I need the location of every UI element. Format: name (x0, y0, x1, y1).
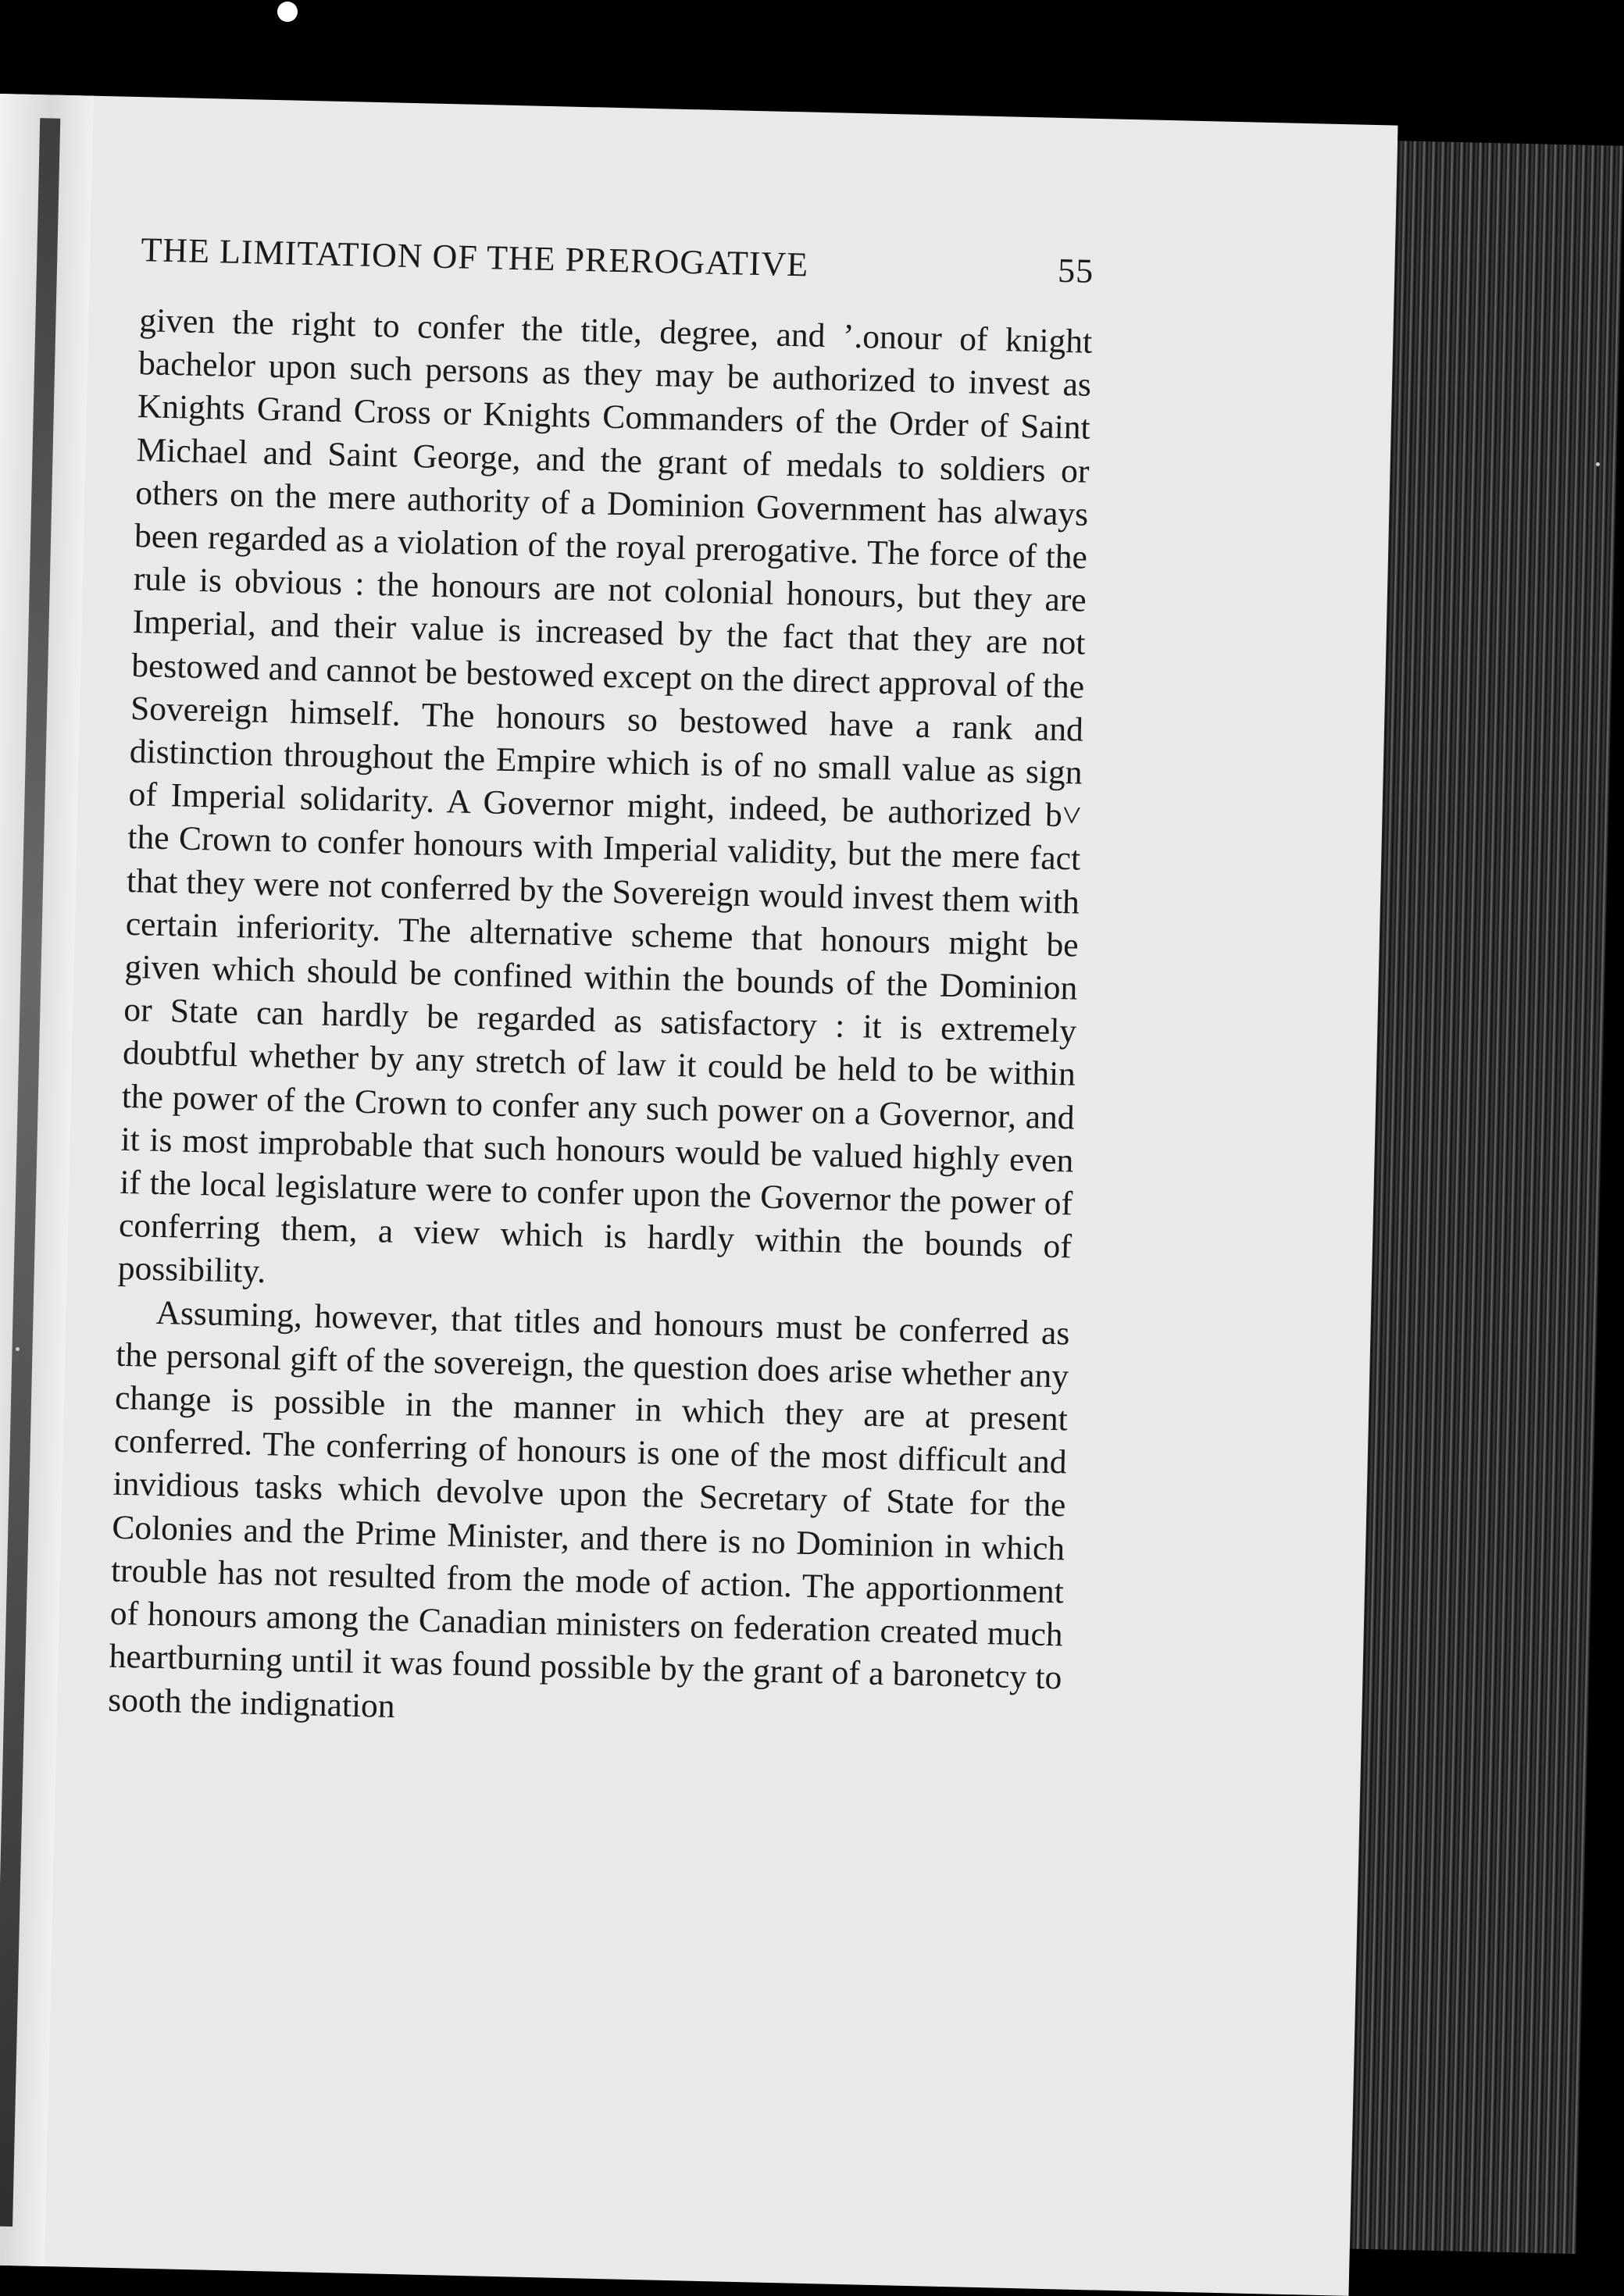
running-head (141, 230, 1094, 291)
paragraph-1: given the right to confer the title, degree, and ’.onour of knight bachelor upon such persons as they may be authorized to invest as Knights Grand Cross or Knights Commanders of the Order of Saint Michael and Saint George, and the grant of medals to soldiers or others on the mere authority of a Dominion Government has always been regarded as a violation of the royal prerogative. The force of the rule is obvious : the honours are not colonial honours, but they are Imperial, and their value is increased by the fact that they are not bestowed and cannot be bestowed except on the direct approval of the Sovereign himself. The honours so bestowed have a rank and distinction throughout the Empire which is of no small value as sign of Imperial solidarity. A Governor might, indeed, be authorized b˅ the Crown to confer honours with Imperial validity, but the mere fact that they were not conferred by the Sovereign would invest them with certain inferiority. The alternative scheme that honours might be given which should be confined within the bounds of the Dominion or State can hardly be regarded as satisfactory : it is extremely doubtful whether by any stretch of law it could be held to be within the power of the Crown to confer any such power on a Governor, and it is most improbable that such honours would be valued highly even if the local legislature were to confer upon the Governor the power of conferring them, a view which is hardly within the bounds of possibility. (117, 301, 1093, 1291)
body-text (108, 299, 1093, 1743)
film-punch-hole (277, 2, 298, 22)
page-gutter (0, 94, 94, 2266)
book-page (0, 94, 1398, 2296)
dust-speck (1596, 462, 1600, 466)
running-head-title: THE LIMITATION OF THE PREROGATIVE (140, 230, 809, 284)
dust-speck (16, 1347, 20, 1351)
text-block (108, 230, 1094, 1743)
paragraph-2: Assuming, however, that titles and honours must be conferred as the personal gift of the sovereign, the question does arise whether any change is possible in the manner in which they are at present conferred. The conferring of honours is one of the most difficult and invidious tasks which devolve upon the Secretary of State for the Colonies and the Prime Minister, and there is no Dominion in which trouble has not resulted from the mode of action. The apportionment of honours among the Canadian ministers on federation created much heartburning until it was found possible by the grant of a baronetcy to sooth the indignation (107, 1293, 1070, 1725)
page-number: 55 (1057, 251, 1094, 291)
binding-shadow (0, 118, 60, 2226)
